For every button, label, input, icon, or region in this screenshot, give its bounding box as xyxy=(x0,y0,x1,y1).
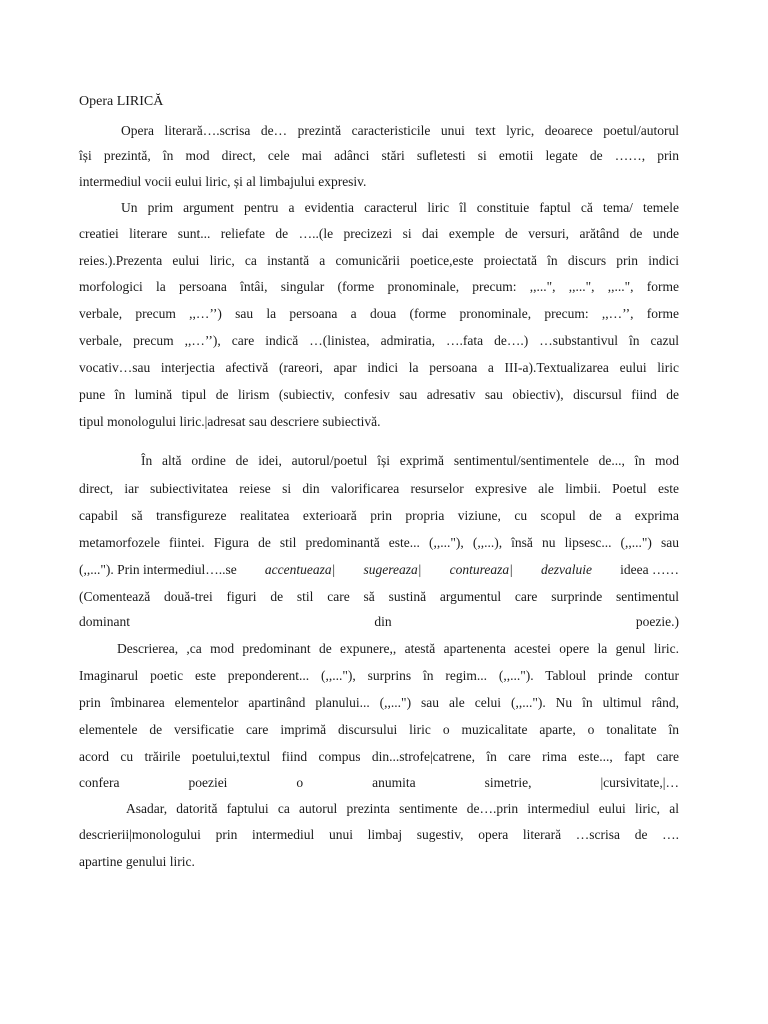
text-line: verbale, precum ,,…’’), care indică …(linistea, admiratia, ….fata de….) …substantivul în cazul xyxy=(79,333,679,348)
text-line: descrierii|monologului prin intermediul unui limbaj sugestiv, opera literară …scrisa de …. xyxy=(79,827,679,842)
text-line: vocativ…sau interjectia afectivă (rareori, apar indici la persoana a III-a).Textualizarea eului liric xyxy=(79,360,679,375)
text-line: Descrierea, ,ca mod predominant de expunere,, atestă apartenenta acestei opere la genul liric. xyxy=(117,641,679,656)
text-line: În altă ordine de idei, autorul/poetul își exprimă sentimentul/sentimentele de..., în mod xyxy=(141,453,679,468)
text-line: apartine genului liric. xyxy=(79,854,195,869)
text-line: elementele de versificatie care imprimă discursului liric o muzicalitate aparte, o tonalitate în xyxy=(79,722,679,737)
text-segment: (,,..."). Prin intermediul…..se xyxy=(79,562,237,577)
document-title: Opera LIRICĂ xyxy=(79,94,164,109)
text-line-mixed xyxy=(79,560,679,580)
text-line: dominant din poezie.) xyxy=(79,614,679,629)
text-line: prin îmbinarea elementelor apartinând planului... (,,...") sau ale celui (,,..."). Nu în ultimul rând, xyxy=(79,695,679,710)
italic-verb: sugereaza| xyxy=(363,562,422,577)
text-line: metamorfozele fiintei. Figura de stil predominantă este... (,,..."), (,,...), însă nu lipsesc... (,,...") sau xyxy=(79,535,679,550)
text-line: intermediul vocii eului liric, și al limbajului expresiv. xyxy=(79,174,367,189)
text-line: morfologici la persoana întâi, singular (forme pronominale, precum: ,,...", ,,...", ,,...", forme xyxy=(79,279,679,294)
text-line: tipul monologului liric.|adresat sau descriere subiectivă. xyxy=(79,414,381,429)
italic-verb: contureaza| xyxy=(449,562,513,577)
text-line: confera poeziei o anumita simetrie, |cursivitate,|… xyxy=(79,775,679,790)
text-line: direct, iar subiectivitatea reiese si din valorificarea resurselor expresive ale limbii. Poetul este xyxy=(79,481,679,496)
text-segment: ideea …… xyxy=(620,562,679,577)
text-line: (Comentează două-trei figuri de stil care să sustină argumentul care surprinde sentimentul xyxy=(79,589,679,604)
text-line: Un prim argument pentru a evidentia caracterul liric îl constituie faptul că tema/ temele xyxy=(121,200,679,215)
text-line: Opera literară….scrisa de… prezintă caracteristicile unui text lyric, deoarece poetul/autorul xyxy=(121,123,679,138)
text-line: capabil să transfigureze realitatea exterioară prin propria viziune, cu scopul de a exprima xyxy=(79,508,679,523)
italic-verb: accentueaza| xyxy=(264,562,336,577)
italic-verb: dezvaluie xyxy=(540,562,592,577)
text-line: pune în lumină tipul de lirism (subiectiv, confesiv sau adresativ sau obiectiv), discursul fiind de xyxy=(79,387,679,402)
text-line: își prezintă, în mod direct, cele mai adânci stări sufletesti si emotii legate de ……, prin xyxy=(79,148,679,163)
text-line: reies.).Prezenta eului liric, ca instantă a comunicării poetice,este proiectată în discurs prin indici xyxy=(79,253,679,268)
text-line: Imaginarul poetic este preponderent... (,,..."), surprins în regim... (,,..."). Tabloul prinde contur xyxy=(79,668,679,683)
text-line: creatiei literare sunt... reliefate de …..(le precizezi si dai exemple de versuri, arătând de unde xyxy=(79,226,679,241)
text-line: Asadar, datorită faptului ca autorul prezinta sentimente de….prin intermediul eului liric, al xyxy=(126,801,679,816)
text-line: verbale, precum ,,…’’) sau la persoana a doua (forme pronominale, precum: ,,…’’, forme xyxy=(79,306,679,321)
text-line: acord cu trăirile poetului,textul fiind compus din...strofe|catrene, în care rima este..., fapt care xyxy=(79,749,679,764)
